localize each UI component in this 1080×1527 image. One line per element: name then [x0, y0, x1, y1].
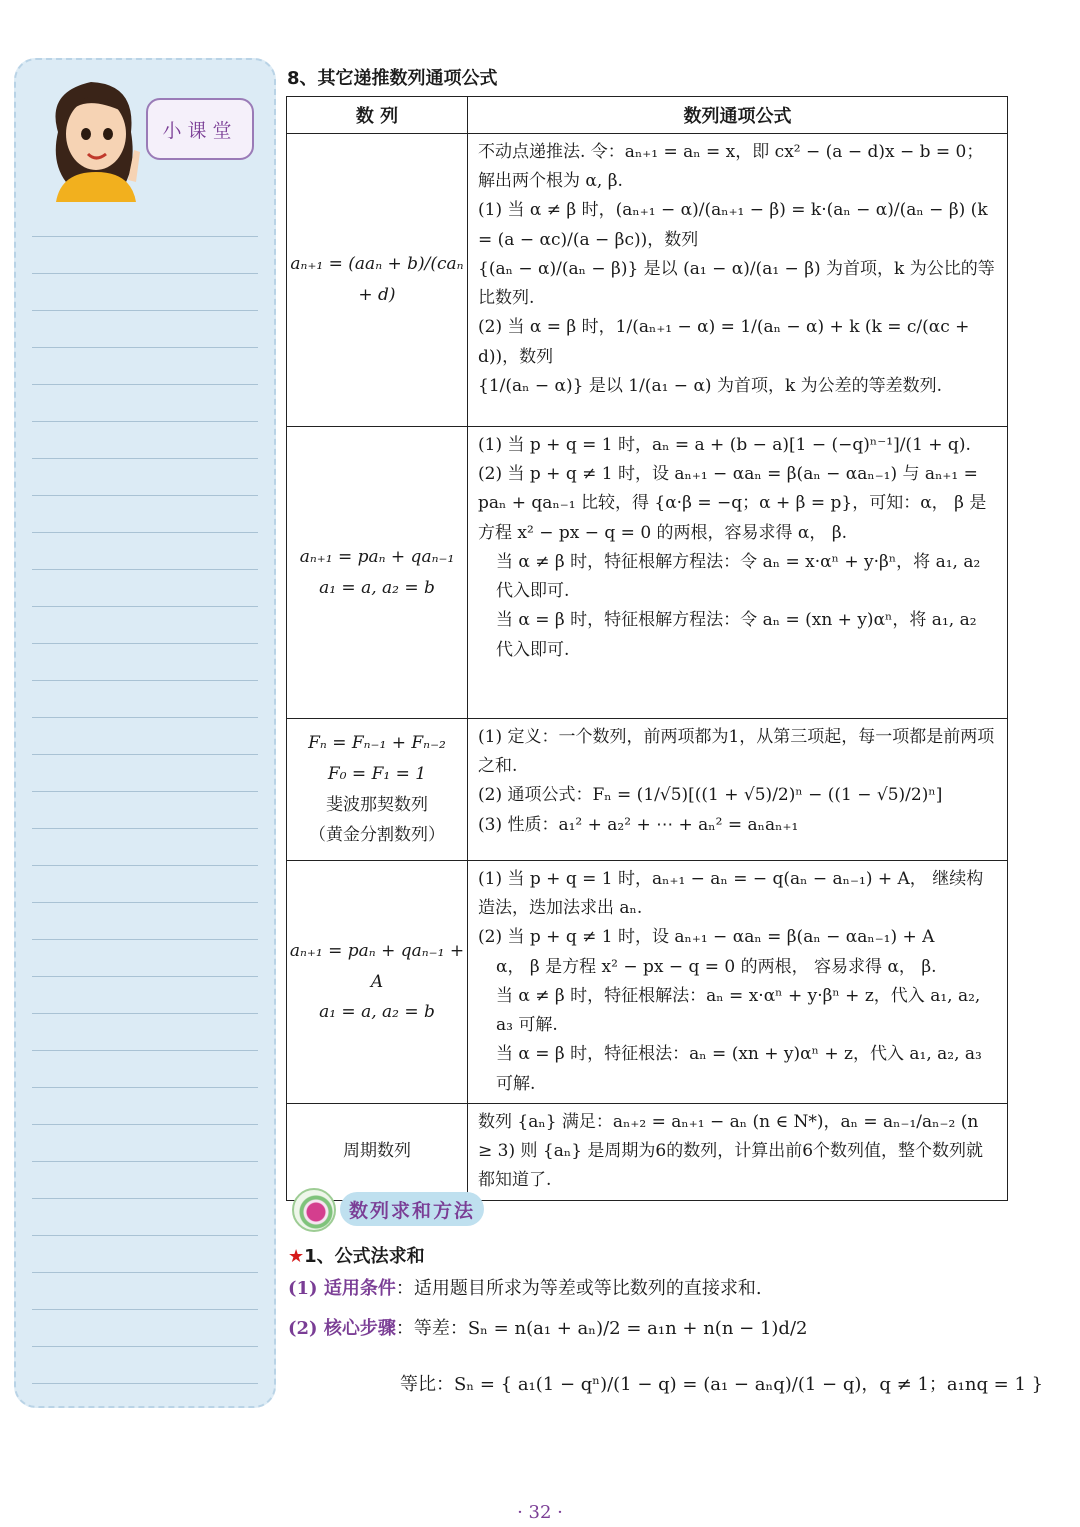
ruled-line: [32, 1087, 258, 1088]
table-row: [287, 1103, 1008, 1200]
ruled-line: [32, 828, 258, 829]
formula-cell: [468, 134, 1008, 427]
target-icon: [292, 1188, 336, 1232]
ruled-line: [32, 1383, 258, 1384]
table-header-row: [287, 97, 1008, 134]
formula-cell: [468, 427, 1008, 719]
ruled-line: [32, 569, 258, 570]
table-row: [287, 861, 1008, 1104]
table-row: [287, 427, 1008, 719]
ruled-line: [32, 1198, 258, 1199]
ruled-line: [32, 717, 258, 718]
notes-sidebar: [14, 58, 276, 1408]
formula-cell: [468, 719, 1008, 861]
sequence-initial: F₀ = F₁ = 1: [327, 763, 427, 784]
sequence-name: 斐波那契数列: [326, 794, 428, 815]
formula-line: {(aₙ − α)/(aₙ − β)} 是以 (a₁ − α)/(a₁ − β) 为首项，k 为公比的等比数列.: [478, 258, 995, 309]
sequence-formula: aₙ₊₁ = (aaₙ + b)/(caₙ + d): [290, 254, 464, 305]
small-class-badge: 小课堂: [146, 98, 254, 160]
ruled-line: [32, 1235, 258, 1236]
banner-label: 数列求和方法: [340, 1192, 484, 1226]
sequence-formula: aₙ₊₁ = paₙ + qaₙ₋₁: [299, 546, 455, 567]
formula-line: 数列 {aₙ} 满足：aₙ₊₂ = aₙ₊₁ − aₙ (n ∈ N*)，aₙ = aₙ₋₁/aₙ₋₂ (n ≥ 3) 则 {aₙ} 是周期为6的数列，计算出前6个数列值，整个数列就都知道了.: [478, 1111, 984, 1191]
sequence-initial: a₁ = a, a₂ = b: [319, 1002, 435, 1023]
step-text: ：适用题目所求为等差或等比数列的直接求和.: [395, 1278, 762, 1299]
formula-line: 当 α = β 时，特征根法：aₙ = (xn + y)αⁿ + z，代入 a₁, a₂, a₃ 可解.: [496, 1044, 982, 1094]
formula-line: (3) 性质：a₁² + a₂² + ⋯ + aₙ² = aₙaₙ₊₁: [478, 814, 799, 835]
table-row: [287, 134, 1008, 427]
step-tag: (1) 适用条件: [288, 1278, 396, 1299]
formula-method-title: [288, 1242, 425, 1268]
table-row: [287, 719, 1008, 861]
ruled-line: [32, 865, 258, 866]
formula-line: 当 α ≠ β 时，特征根解法：aₙ = x·αⁿ + y·βⁿ + z，代入 a₁, a₂, a₃ 可解.: [496, 985, 981, 1036]
formula-cell: [468, 861, 1008, 1104]
formula-line: 不动点递推法. 令：aₙ₊₁ = aₙ = x，即 cx² − (a − d)x − b = 0；解出两个根为 α, β.: [478, 142, 984, 192]
star-icon: ★: [288, 1246, 305, 1267]
sequence-formula: aₙ₊₁ = paₙ + qaₙ₋₁ + A: [289, 941, 465, 992]
formula-line: 当 α ≠ β 时，特征根解方程法：令 aₙ = x·αⁿ + y·βⁿ，将 a₁, a₂ 代入即可.: [496, 551, 981, 602]
ruled-line: [32, 1050, 258, 1051]
formula-method-label: 1、公式法求和: [304, 1246, 425, 1267]
formula-line: (1) 当 p + q = 1 时，aₙ = a + (b − a)[1 − (−q)ⁿ⁻¹]/(1 + q).: [478, 435, 971, 455]
geometric-sum-formula: 等比：Sₙ = { a₁(1 − qⁿ)/(1 − q) = (a₁ − aₙq)/(1 − q)，q ≠ 1；a₁nq = 1 }: [400, 1374, 1044, 1395]
ruled-line: [32, 532, 258, 533]
ruled-line: [32, 1161, 258, 1162]
core-steps: [288, 1314, 807, 1340]
teacher-girl-illustration: [36, 72, 156, 202]
step-tag: (2) 核心步骤: [288, 1318, 396, 1339]
ruled-line: [32, 1124, 258, 1125]
formula-line: 当 α = β 时，特征根解方程法：令 aₙ = (xn + y)αⁿ，将 a₁, a₂ 代入即可.: [496, 610, 977, 660]
ruled-line: [32, 458, 258, 459]
formula-line: α， β 是方程 x² − px − q = 0 的两根， 容易求得 α， β.: [496, 956, 937, 977]
summation-methods-banner: [292, 1188, 492, 1230]
formula-line: (2) 当 p + q ≠ 1 时，设 aₙ₊₁ − αaₙ = β(aₙ − αaₙ₋₁) + A: [478, 927, 935, 948]
ruled-line: [32, 754, 258, 755]
ruled-line: [32, 976, 258, 977]
ruled-line: [32, 384, 258, 385]
ruled-line: [32, 273, 258, 274]
ruled-line: [32, 1309, 258, 1310]
ruled-line: [32, 680, 258, 681]
ruled-line: [32, 347, 258, 348]
ruled-line: [32, 1272, 258, 1273]
sequence-cell: [287, 134, 468, 427]
ruled-line: [32, 606, 258, 607]
header-general-term: 数列通项公式: [468, 97, 1008, 134]
header-sequence: 数 列: [287, 97, 468, 134]
applicable-condition: [288, 1274, 762, 1300]
ruled-line: [32, 495, 258, 496]
ruled-line: [32, 902, 258, 903]
sequence-cell: [287, 1103, 468, 1200]
ruled-line: [32, 1013, 258, 1014]
formula-line: (2) 当 p + q ≠ 1 时，设 aₙ₊₁ − αaₙ = β(aₙ − αaₙ₋₁) 与 aₙ₊₁ = paₙ + qaₙ₋₁ 比较，得 {α·β = −q；α + β = p}，可知：α， β 是方程 x² − px − q = 0 的两根，容易求得 α， β.: [478, 464, 987, 543]
sequence-cell: [287, 719, 468, 861]
sequence-alias: （黄金分割数列）: [309, 825, 445, 846]
ruled-line: [32, 939, 258, 940]
ruled-line: [32, 421, 258, 422]
ruled-line: [32, 791, 258, 792]
ruled-line: [32, 236, 258, 237]
page-number: · 32 ·: [517, 1502, 563, 1523]
section-title: 8、其它递推数列通项公式: [287, 68, 498, 89]
sequence-initial: a₁ = a, a₂ = b: [319, 577, 435, 598]
sequence-name: 周期数列: [343, 1141, 411, 1162]
step-text: ：等差：Sₙ = n(a₁ + aₙ)/2 = a₁n + n(n − 1)d/2: [395, 1318, 808, 1339]
recurrence-formula-table: [286, 96, 1008, 1201]
sequence-cell: [287, 861, 468, 1104]
formula-line: (2) 当 α = β 时，1/(aₙ₊₁ − α) = 1/(aₙ − α) + k (k = c/(αc + d))，数列: [478, 317, 970, 367]
formula-line: (1) 定义：一个数列，前两项都为1，从第三项起，每一项都是前两项之和.: [478, 727, 995, 777]
sequence-cell: [287, 427, 468, 719]
ruled-line: [32, 1346, 258, 1347]
ruled-line: [32, 643, 258, 644]
formula-line: {1/(aₙ − α)} 是以 1/(a₁ − α) 为首项，k 为公差的等差数列.: [478, 375, 943, 396]
ruled-line: [32, 310, 258, 311]
formula-cell: [468, 1103, 1008, 1200]
formula-line: (2) 通项公式：Fₙ = (1/√5)[((1 + √5)/2)ⁿ − ((1 − √5)/2)ⁿ]: [478, 785, 943, 806]
sequence-formula: Fₙ = Fₙ₋₁ + Fₙ₋₂: [308, 733, 446, 754]
formula-line: (1) 当 p + q = 1 时，aₙ₊₁ − aₙ = − q(aₙ − aₙ₋₁) + A， 继续构造法，迭加法求出 aₙ.: [478, 869, 984, 919]
formula-line: (1) 当 α ≠ β 时，(aₙ₊₁ − α)/(aₙ₊₁ − β) = k·(aₙ − α)/(aₙ − β) (k = (a − αc)/(a − βc))，数列: [478, 200, 988, 250]
